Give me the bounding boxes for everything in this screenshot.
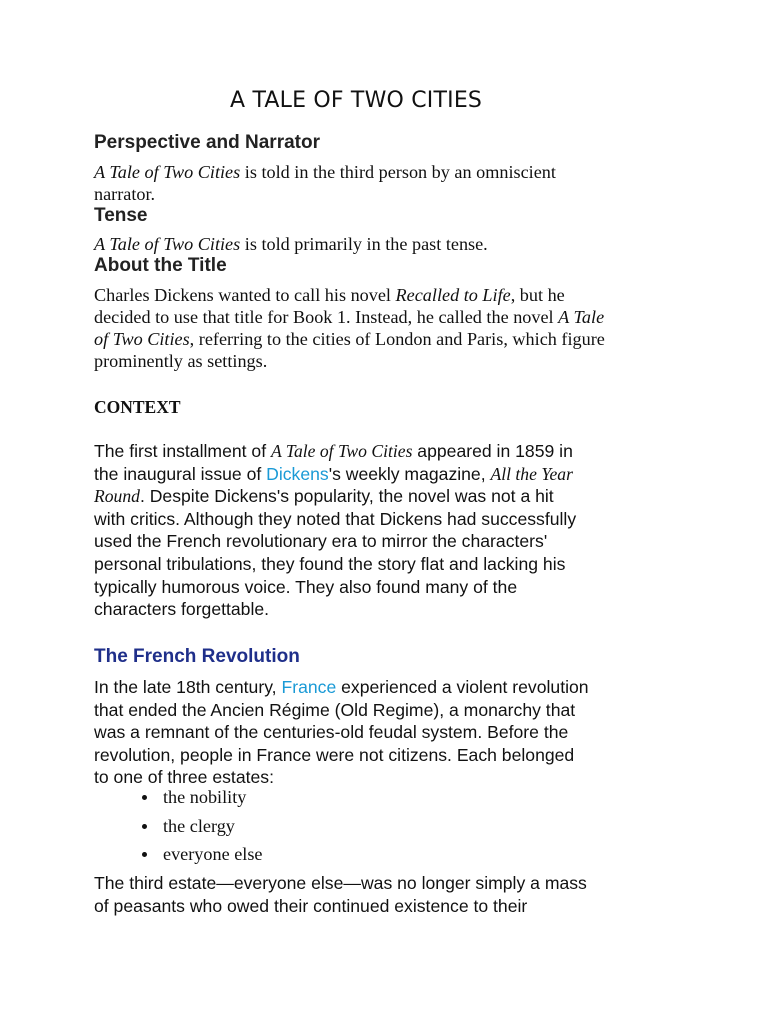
about-title-heading: About the Title (94, 255, 227, 276)
perspective-text: is told in the third person by an omniscient (240, 162, 556, 182)
tense-paragraph (94, 233, 694, 255)
list-item (94, 843, 262, 872)
tense-heading: Tense (94, 205, 148, 226)
about-title-text: , but he (510, 285, 565, 305)
about-title-text: Charles Dickens wanted to call his novel (94, 285, 396, 305)
document-title: A TALE OF TWO CITIES (230, 88, 483, 113)
perspective-heading: Perspective and Narrator (94, 132, 320, 153)
book-title: A Tale of Two Cities (94, 234, 241, 254)
tense-text: is told primarily in the past tense. (240, 234, 488, 254)
revolution-text: that ended the Ancien Régime (Old Regime), a monarchy that (94, 699, 576, 720)
list-item (94, 786, 262, 815)
context-heading: CONTEXT (94, 397, 181, 417)
third-estate-paragraph (94, 872, 714, 917)
about-title-text: prominently as settings. (94, 351, 268, 371)
context-text: 's weekly magazine, (328, 463, 491, 484)
bullet-icon (142, 795, 147, 800)
about-title-text: , referring to the cities of London and Paris, which figure (189, 329, 605, 349)
estate-label: everyone else (163, 844, 263, 864)
france-link[interactable]: France (281, 677, 337, 697)
list-item (94, 815, 262, 844)
context-text: personal tribulations, they found the story flat and lacking his (94, 553, 566, 574)
context-text: with critics. Although they noted that Dickens had successfully (94, 508, 577, 529)
revolution-text: of peasants who owed their continued existence to their (94, 895, 528, 916)
revolution-text: to one of three estates: (94, 767, 274, 788)
revolution-text: experienced a violent revolution (336, 677, 589, 697)
dickens-link[interactable]: Dickens (266, 463, 329, 484)
context-text: typically humorous voice. They also found many of the (94, 576, 518, 597)
context-text: . Despite Dickens's popularity, the novel was not a hit (139, 486, 554, 507)
perspective-paragraph (94, 161, 694, 205)
estate-label: the clergy (163, 815, 235, 836)
revolution-text: was a remnant of the centuries-old feudal system. Before the (94, 722, 569, 743)
context-text: appeared in 1859 in (412, 441, 573, 461)
perspective-text: narrator. (94, 184, 156, 204)
book-title: A Tale of Two Cities (270, 441, 413, 461)
book-title: Recalled to Life (395, 285, 511, 305)
bullet-icon (142, 824, 147, 829)
revolution-text: In the late 18th century, (94, 677, 282, 697)
about-title-text: decided to use that title for Book 1. Instead, he called the novel (94, 307, 559, 327)
estate-label: the nobility (163, 787, 247, 807)
french-revolution-heading: The French Revolution (94, 646, 300, 667)
magazine-title: Round (94, 486, 140, 507)
about-title-paragraph (94, 284, 694, 372)
book-title: of Two Cities (94, 329, 190, 349)
revolution-text: revolution, people in France were not citizens. Each belonged (94, 744, 575, 765)
book-title: A Tale (558, 307, 605, 327)
context-text: characters forgettable. (94, 599, 270, 620)
french-revolution-paragraph (94, 676, 714, 789)
estates-list (94, 786, 262, 872)
context-text: The first installment of (94, 441, 271, 461)
revolution-text: The third estate—everyone else—was no longer simply a mass (94, 873, 587, 893)
context-paragraph (94, 440, 714, 621)
context-text: the inaugural issue of (94, 463, 267, 484)
book-title: A Tale of Two Cities (94, 162, 241, 182)
magazine-title: All the Year (490, 463, 573, 484)
context-text: used the French revolutionary era to mirror the characters' (94, 531, 548, 552)
bullet-icon (142, 852, 147, 857)
